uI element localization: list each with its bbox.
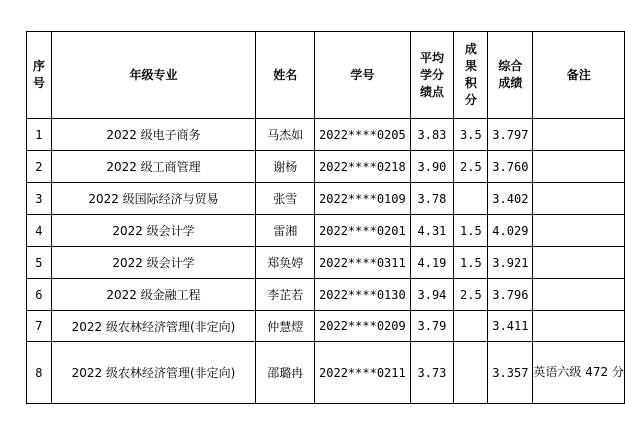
cell-gpa: 3.73 [410,342,454,404]
cell-achievement: 3.5 [454,119,488,151]
cell-total: 3.796 [488,279,533,311]
cell-seq: 1 [27,119,52,151]
cell-name: 郑奂婷 [256,247,315,279]
header-total: 综合 成绩 [488,32,533,119]
cell-gpa: 4.19 [410,247,454,279]
table-row [27,151,625,183]
cell-student-id: 2022****0311 [315,247,410,279]
cell-note [533,119,625,151]
header-achievement: 成 果 积 分 [454,32,488,119]
cell-seq: 4 [27,215,52,247]
cell-major: 2022 级农林经济管理(非定向) [51,342,256,404]
cell-seq: 3 [27,183,52,215]
cell-major: 2022 级会计学 [51,215,256,247]
cell-note [533,311,625,342]
table-row [27,247,625,279]
cell-name: 张雪 [256,183,315,215]
cell-student-id: 2022****0205 [315,119,410,151]
cell-name: 雷湘 [256,215,315,247]
cell-note [533,247,625,279]
cell-note: 英语六级 472 分 [533,342,625,404]
table-row [27,342,625,404]
cell-achievement: 2.5 [454,279,488,311]
cell-student-id: 2022****0201 [315,215,410,247]
cell-gpa: 3.94 [410,279,454,311]
cell-achievement: 1.5 [454,215,488,247]
cell-gpa: 3.83 [410,119,454,151]
cell-seq: 7 [27,311,52,342]
cell-total: 3.411 [488,311,533,342]
cell-student-id: 2022****0209 [315,311,410,342]
cell-gpa: 4.31 [410,215,454,247]
cell-achievement: 1.5 [454,247,488,279]
cell-name: 李芷若 [256,279,315,311]
scores-table [26,31,625,404]
cell-major: 2022 级农林经济管理(非定向) [51,311,256,342]
cell-achievement [454,342,488,404]
cell-note [533,183,625,215]
cell-total: 4.029 [488,215,533,247]
cell-major: 2022 级会计学 [51,247,256,279]
cell-total: 3.357 [488,342,533,404]
header-note: 备注 [533,32,625,119]
cell-note [533,215,625,247]
header-name: 姓名 [256,32,315,119]
cell-student-id: 2022****0211 [315,342,410,404]
cell-student-id: 2022****0218 [315,151,410,183]
table-row [27,279,625,311]
table-row [27,119,625,151]
cell-name: 仲慧熤 [256,311,315,342]
table-row [27,311,625,342]
header-major: 年级专业 [51,32,256,119]
cell-total: 3.402 [488,183,533,215]
header-row [27,32,625,119]
cell-note [533,279,625,311]
cell-total: 3.797 [488,119,533,151]
cell-achievement [454,183,488,215]
cell-major: 2022 级金融工程 [51,279,256,311]
cell-seq: 8 [27,342,52,404]
cell-name: 马杰如 [256,119,315,151]
cell-total: 3.760 [488,151,533,183]
cell-achievement [454,311,488,342]
cell-seq: 6 [27,279,52,311]
cell-major: 2022 级工商管理 [51,151,256,183]
table-row [27,183,625,215]
cell-total: 3.921 [488,247,533,279]
cell-note [533,151,625,183]
header-student-id: 学号 [315,32,410,119]
header-gpa: 平均 学分 绩点 [410,32,454,119]
cell-student-id: 2022****0109 [315,183,410,215]
cell-name: 邵璐冉 [256,342,315,404]
cell-major: 2022 级国际经济与贸易 [51,183,256,215]
cell-major: 2022 级电子商务 [51,119,256,151]
cell-student-id: 2022****0130 [315,279,410,311]
cell-gpa: 3.78 [410,183,454,215]
cell-gpa: 3.90 [410,151,454,183]
header-seq: 序 号 [27,32,52,119]
cell-name: 谢杨 [256,151,315,183]
cell-seq: 2 [27,151,52,183]
cell-seq: 5 [27,247,52,279]
cell-gpa: 3.79 [410,311,454,342]
table-row [27,215,625,247]
cell-achievement: 2.5 [454,151,488,183]
